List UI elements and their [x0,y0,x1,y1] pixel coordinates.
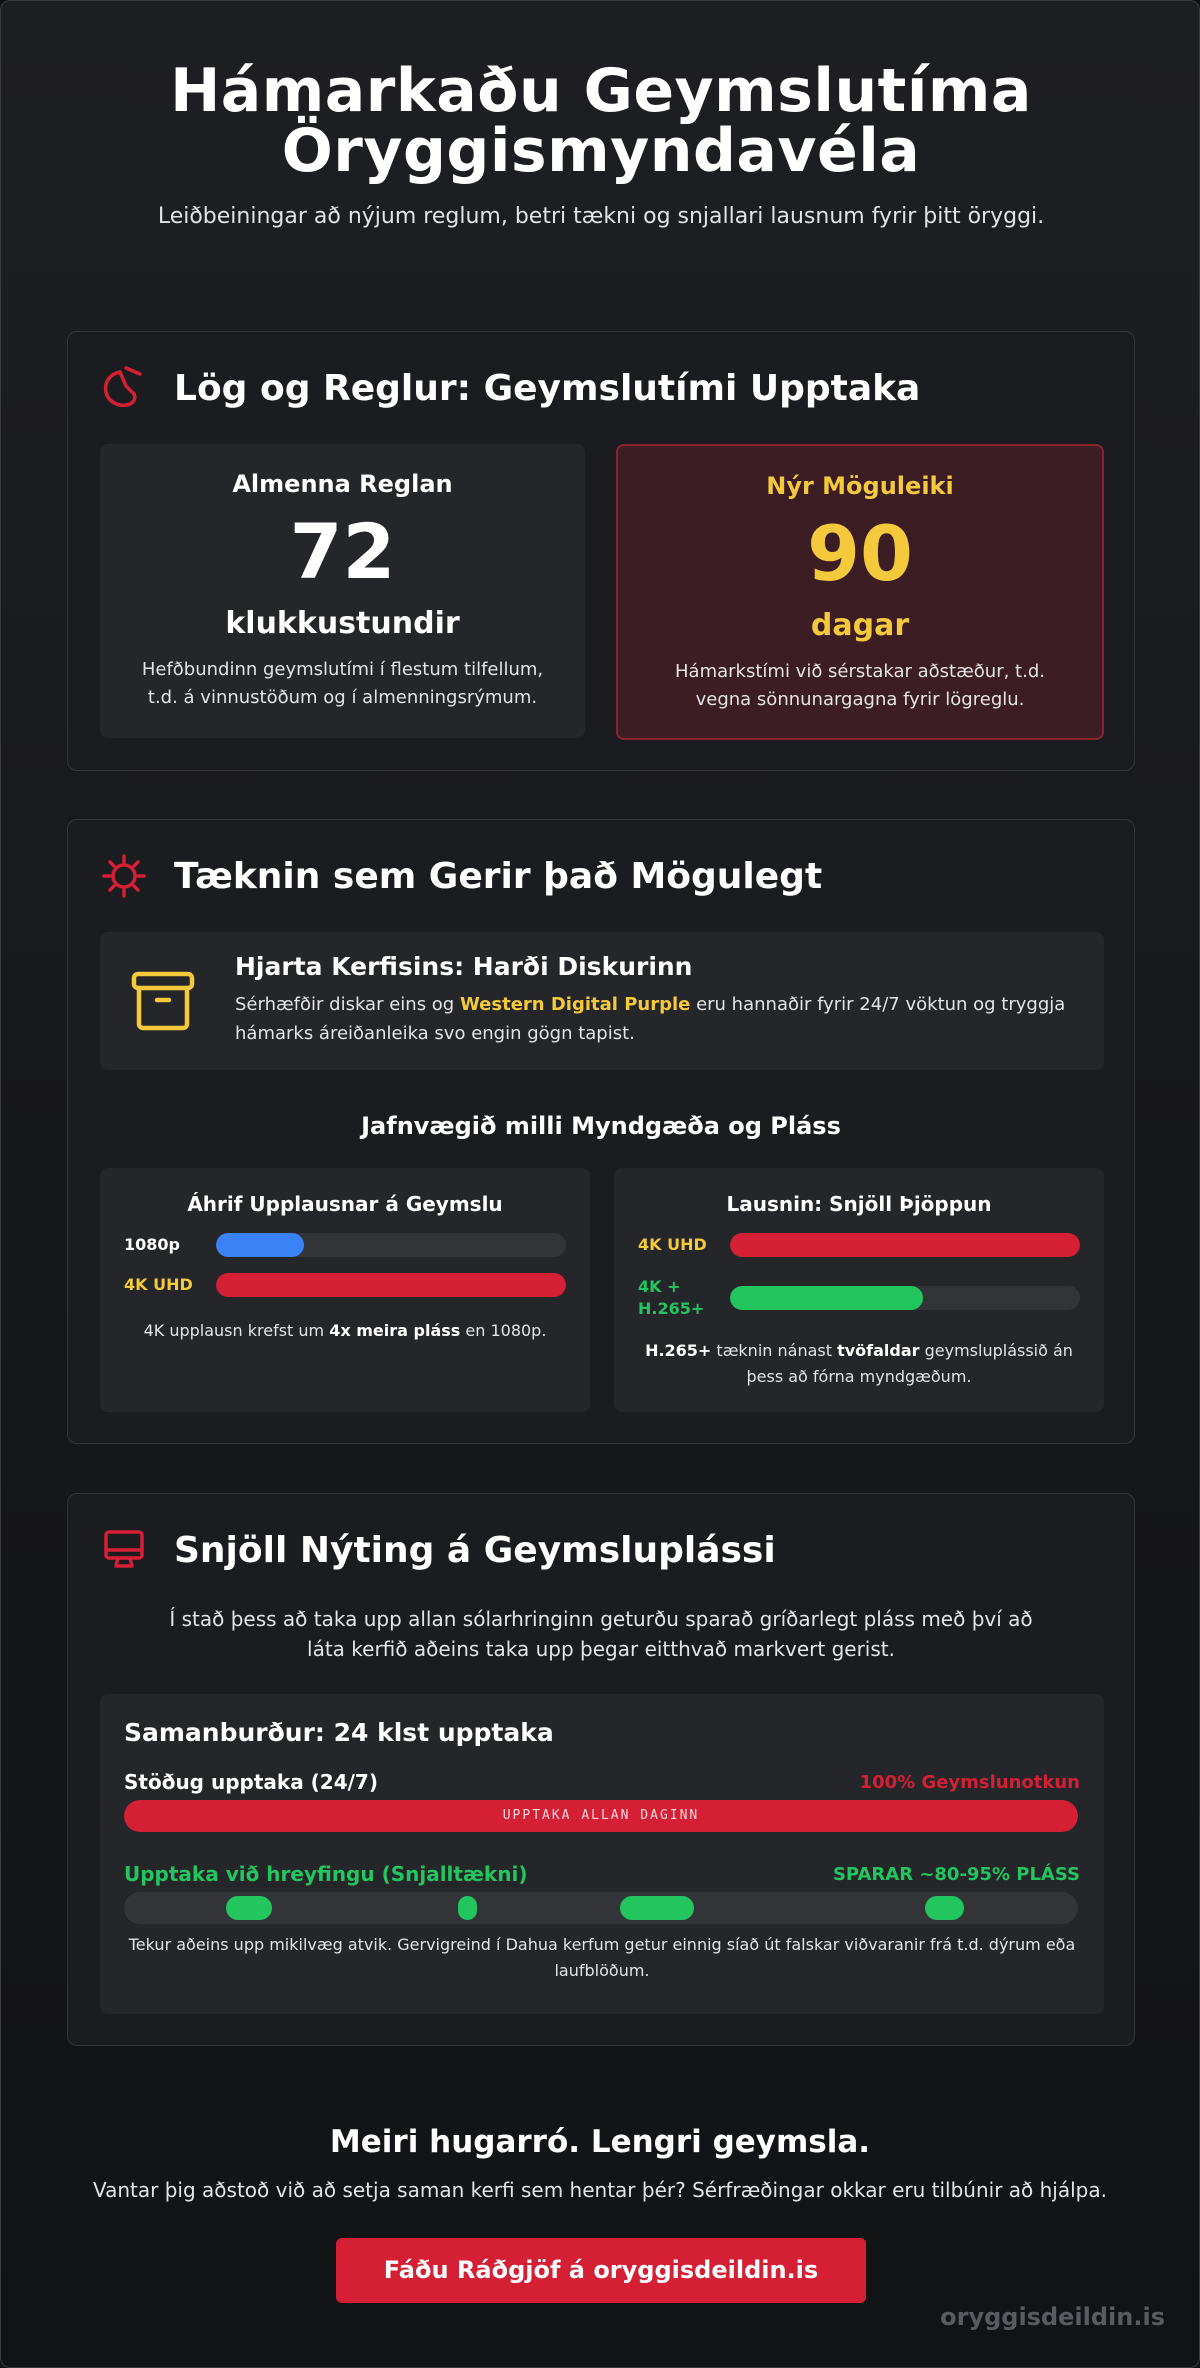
hdd-description: Sérhæfðir diskar eins og Western Digital Purple eru hannaðir fyrir 24/7 vöktun og tryggja hámarks áreiðanleika svo engin gögn tapist. [235,994,1066,1044]
compression-bar-h265 [730,1286,1080,1310]
law-card-title: Lög og Reglur: Geymslutími Upptaka [174,367,921,409]
resolution-description: 4K upplausn krefst um 4x meira pláss en 1080p. [143,1321,547,1340]
comparison-title: Samanburður: 24 klst upptaka [124,1718,554,1747]
smart-intro: Í stað þess að taka upp allan sólarhringinn geturðu sparað gríðarlegt pláss með því að láta kerfið aðeins taka upp þegar eitthvað markvert gerist. [169,1607,1033,1661]
continuous-bar-text: UPPTAKA ALLAN DAGINN [502,1808,700,1823]
consult-button[interactable]: Fáðu Ráðgjöf á oryggisdeildin.is [336,2238,866,2303]
compression-bar-4k [730,1233,1080,1257]
new-option-unit: dagar [810,608,910,643]
compression-fill-h265 [730,1286,923,1310]
page-subtitle: Leiðbeiningar að nýjum reglum, betri tækni og snjallari lausnum fyrir þitt öryggi. [157,204,1045,229]
new-option-description: Hámarkstími við sérstakar aðstæður, t.d. vegna sönnunargagna fyrir lögreglu. [675,661,1045,710]
motion-segment [620,1896,694,1920]
comparison-description: Tekur aðeins upp mikilvæg atvik. Gervigreind í Dahua kerfum getur einnig síað út falskar viðvaranir frá t.d. dýrum eða laufblöðum. [128,1935,1076,1980]
smart-card [67,1493,1135,2046]
continuous-note: 100% Geymslunotkun [859,1772,1080,1793]
comparison-panel [100,1694,1104,2014]
resolution-bar-label-1080p: 1080p [124,1235,180,1254]
archive-icon [130,968,196,1034]
motion-label: Upptaka við hreyfingu (Snjalltækni) [124,1862,528,1886]
resolution-fill-4k [216,1273,566,1297]
general-rule-description: Hefðbundinn geymslutími í flestum tilfellum, t.d. á vinnustöðum og í almenningsrýmum. [141,659,544,708]
new-option-value: 90 [807,509,913,598]
resolution-panel [100,1168,590,1412]
smart-card-header [100,1526,776,1574]
motion-segment [226,1896,272,1920]
resolution-bar-label-4k: 4K UHD [124,1275,193,1294]
compression-bar-label-h265: 4K + H.265+ [638,1277,705,1318]
continuous-label: Stöðug upptaka (24/7) [124,1770,378,1794]
compression-description: H.265+ tæknin nánast tvöfaldar geymsluplássið án þess að fórna myndgæðum. [645,1341,1073,1386]
general-rule-value: 72 [289,507,396,596]
page-title: Hámarkaðu Geymslutíma Öryggismyndavéla [170,56,1032,186]
hdd-title: Hjarta Kerfisins: Harði Diskurinn [235,952,693,981]
compression-bar-label-4k: 4K UHD [638,1235,707,1254]
general-rule-label: Almenna Reglan [232,470,453,498]
law-card-header [100,364,920,412]
monitor-icon [100,1526,148,1574]
gavel-icon [100,364,148,412]
motion-segment [458,1896,477,1920]
compression-panel [614,1168,1104,1412]
law-card [67,331,1135,771]
general-rule-panel [100,444,585,738]
brand-watermark: oryggisdeildin.is [940,2303,1165,2331]
motion-bar [124,1892,1078,1924]
hdd-highlight: Western Digital Purple [459,994,691,1015]
cta-title: Meiri hugarró. Lengri geymsla. [329,2124,871,2160]
hdd-panel [100,932,1104,1070]
motion-note: SPARAR ~80-95% PLÁSS [832,1864,1080,1885]
tech-card [67,819,1135,1444]
new-option-panel [616,444,1104,740]
smart-card-title: Snjöll Nýting á Geymsluplássi [174,1529,776,1571]
cta-text: Vantar þig aðstoð við að setja saman kerfi sem hentar þér? Sérfræðingar okkar eru tilbúnir að hjálpa. [92,2178,1107,2202]
balance-title: Jafnvægið milli Myndgæða og Pláss [361,1112,841,1140]
hero [1,56,1200,233]
motion-segment [925,1896,963,1920]
new-option-label: Nýr Möguleiki [766,472,954,500]
general-rule-unit: klukkustundir [225,606,460,641]
resolution-bar-4k [216,1273,566,1297]
gear-icon [100,852,148,900]
resolution-bar-1080p [216,1233,566,1257]
compression-fill-4k [730,1233,1080,1257]
tech-card-header [100,852,822,900]
compression-title: Lausnin: Snjöll Þjöppun [726,1192,992,1216]
tech-card-title: Tæknin sem Gerir það Mögulegt [174,855,823,897]
continuous-bar [124,1800,1078,1832]
resolution-fill-1080p [216,1233,304,1257]
resolution-title: Áhrif Upplausnar á Geymslu [187,1192,503,1216]
